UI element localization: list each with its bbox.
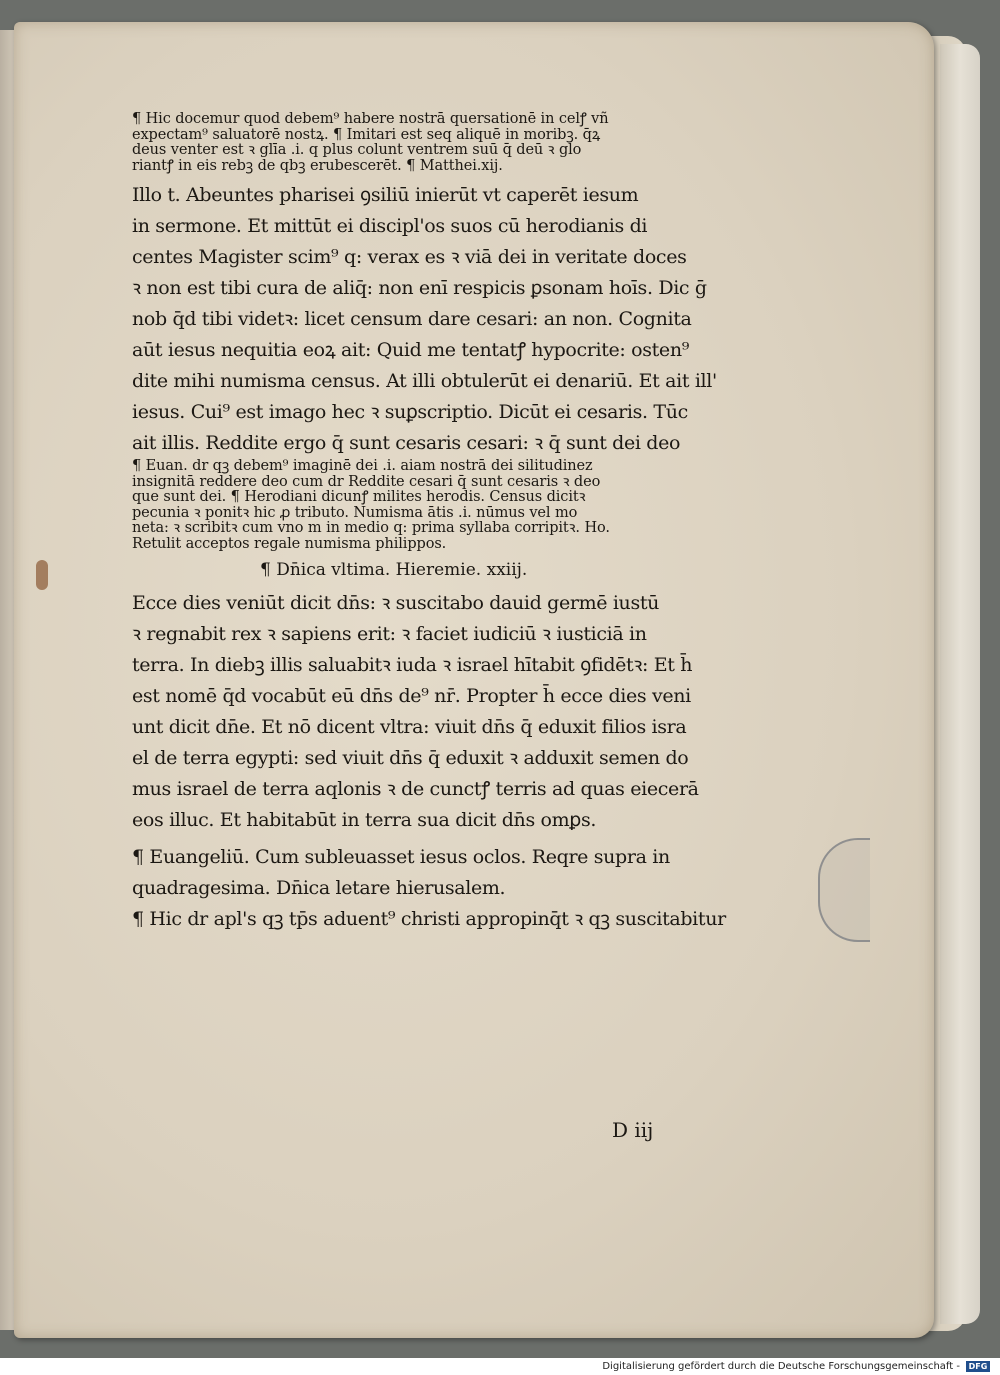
text-line: eos illuc. Et habitabūt in terra sua dicit dn̄s omꝑs. [132,809,597,831]
text-line: mus israel de terra aqlonis ꝛ de cunctꝭ terris ad quas eiecerā [132,778,699,800]
text-line: ꝛ non est tibi cura de aliq̄: non enī respicis ꝑsonam hoīs. Dic ḡ [132,277,707,299]
text-line: ait illis. Reddite ergo q̄ sunt cesaris cesari: ꝛ q̄ sunt dei deo [132,432,681,454]
text-line: nob q̄d tibi videtꝛ: licet censum dare cesari: an non. Cognita [132,308,692,330]
text-line: insignitā reddere deo cum dr Reddite cesari q̄ sunt cesaris ꝛ deo [132,473,601,490]
text-line: que sunt dei. ¶ Herodiani dicunꝭ milites herodis. Census dicitꝛ [132,489,586,505]
funding-credit: Digitalisierung gefördert durch die Deutsche Forschungsgemeinschaft - [602,1361,960,1372]
footer-bar [0,1358,1000,1375]
text-line: riantꝭ in eis rebꝫ de qbꝫ erubescerēt. ¶ Matthei.xij. [132,157,503,174]
text-line: Illo t. Abeuntes pharisei ꝯsiliū inierūt vt caperēt iesum [132,184,639,206]
text-line: neta: ꝛ scribitꝛ cum vno m in medio q: prima syllaba corripitꝛ. Ho. [132,520,610,536]
text-line: aūt iesus nequitia eoꝝ ait: Quid me tentatꝭ hypocrite: osten⁹ [132,339,689,361]
signature-mark: D iij [612,1118,654,1142]
text-line: in sermone. Et mittūt ei discipl'os suos cū herodianis di [132,215,648,237]
text-line: unt dicit dn̄e. Et nō dicent vltra: viuit dn̄s q̄ eduxit filios isra [132,716,687,738]
text-line: ¶ Euan. dr qꝫ debem⁹ imaginē dei .i. aiam nostrā dei silitudinez [132,458,593,474]
text-line: expectam⁹ saluatorē nostꝝ. ¶ Imitari est seq aliquē in moribꝫ. q̄ꝝ [132,126,601,143]
text-line: est nomē q̄d vocabūt eū dn̄s de⁹ nr̄. Propter h̄ ecce dies veni [132,685,691,707]
text-line: deus venter est ꝛ glīa .i. q plus colunt ventrem suū q̄ deū ꝛ glo [132,142,582,158]
ink-stain [36,560,48,590]
text-line: Ecce dies veniūt dicit dn̄s: ꝛ suscitabo dauid germē iustū [132,592,660,614]
text-line: dite mihi numisma census. At illi obtulerūt ei denariū. Et ait ill' [132,370,717,392]
page-clip-mark [818,838,870,942]
text-line: centes Magister scim⁹ q: verax es ꝛ viā dei in veritate doces [132,246,687,268]
text-line: ꝛ regnabit rex ꝛ sapiens erit: ꝛ faciet iudiciū ꝛ iusticiā in [132,623,647,645]
page-text-block [132,112,742,935]
text-line: Retulit acceptos regale numisma philippos. [132,535,447,552]
text-line: ¶ Hic dr apl's qꝫ tp̄s aduent⁹ christi appropinq̄t ꝛ qꝫ suscitabitur [132,908,726,930]
text-line: ¶ Euangeliū. Cum subleuasset iesus oclos. Reqre supra in [132,846,670,868]
text-line: iesus. Cui⁹ est imago hec ꝛ suꝑscriptio. Dicūt ei cesaris. Tūc [132,401,688,423]
dfg-logo-icon: DFG [966,1361,990,1372]
text-line: quadragesima. Dn̄ica letare hierusalem. [132,877,506,899]
section-heading: ¶ Dn̄ica vltima. Hieremie. xxiij. [260,560,528,580]
text-line: el de terra egypti: sed viuit dn̄s q̄ eduxit ꝛ adduxit semen do [132,747,689,769]
back-page-edge [940,44,980,1324]
text-line: ¶ Hic docemur quod debem⁹ habere nostrā quersationē in celꝭ vñ [132,111,609,127]
text-line: terra. In diebꝫ illis saluabitꝛ iuda ꝛ israel hītabit ꝯfidētꝛ: Et h̄ [132,654,693,676]
text-line: pecunia ꝛ ponitꝛ hic ꝓ tributo. Numisma ātis .i. nūmus vel mo [132,504,578,521]
